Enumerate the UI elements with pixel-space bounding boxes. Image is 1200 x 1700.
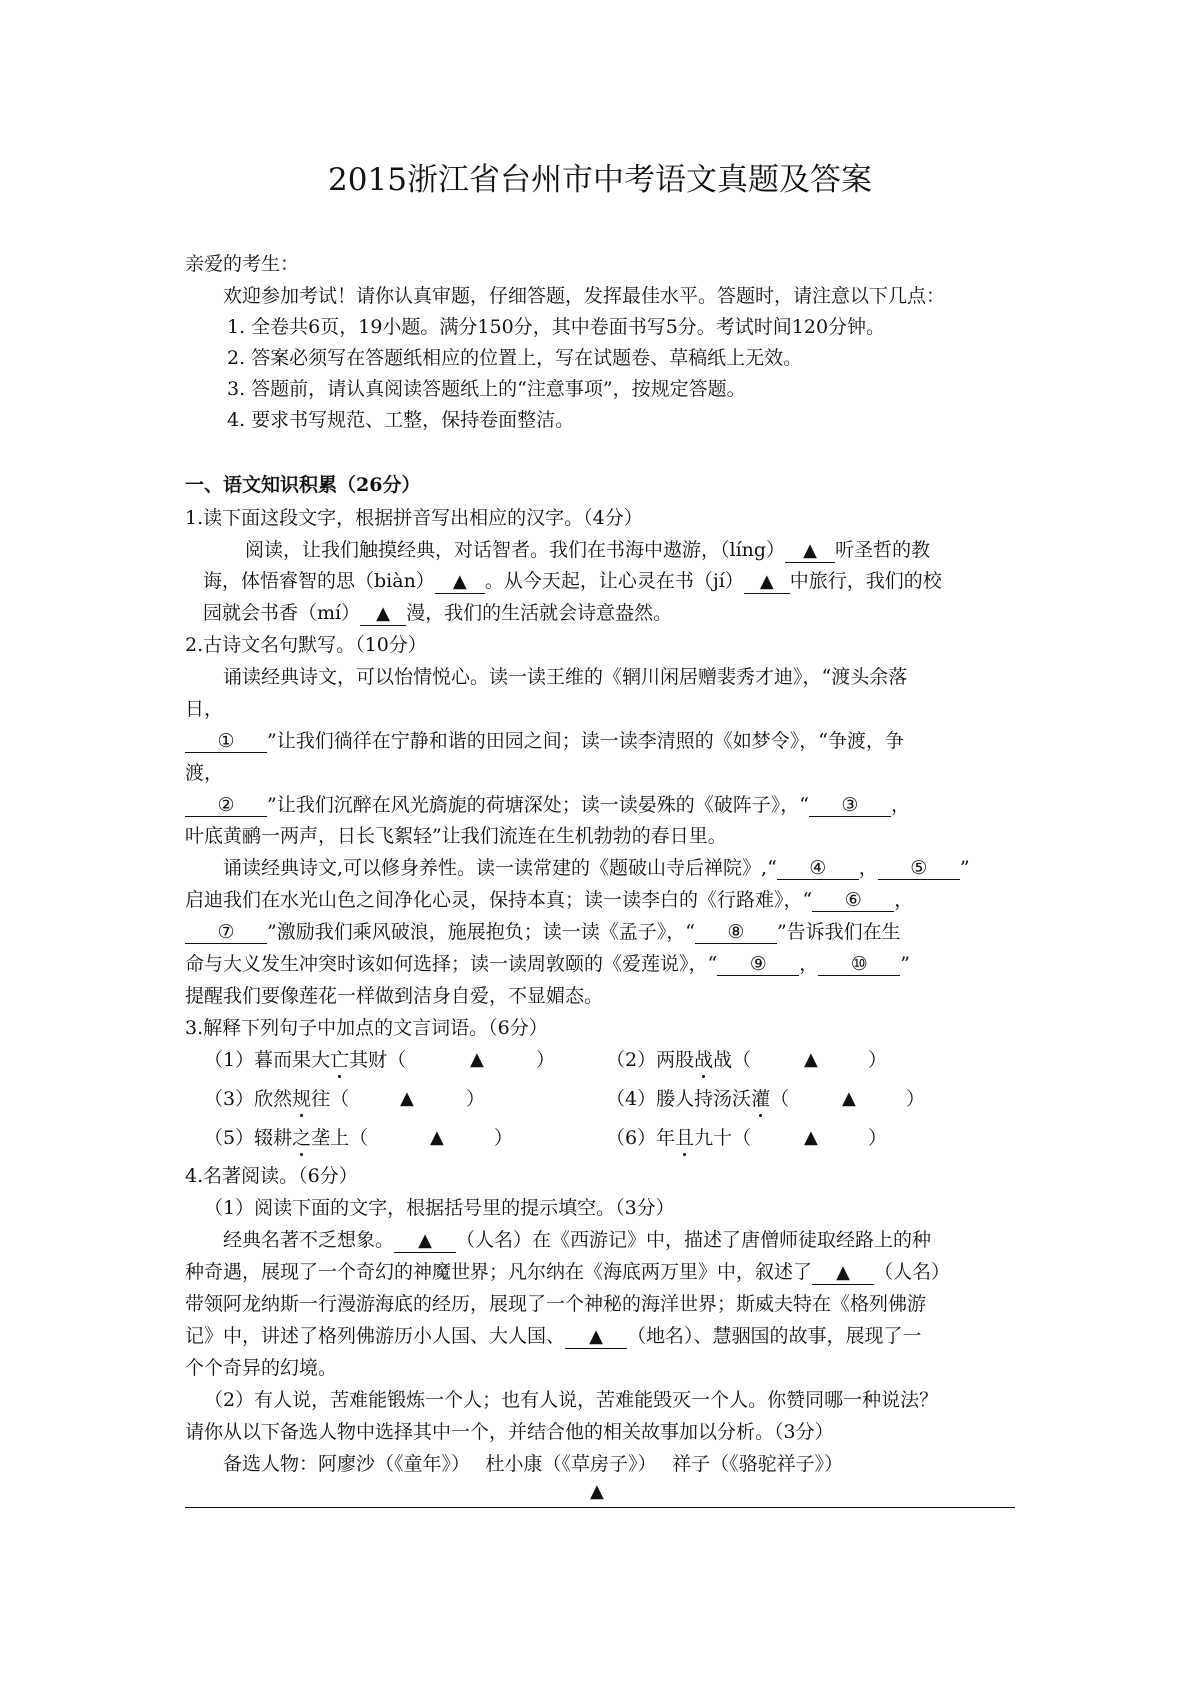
answer-mark[interactable]: ▲	[804, 1049, 818, 1070]
blank-10[interactable]: ⑩	[818, 953, 900, 976]
blank-9[interactable]: ⑨	[717, 953, 799, 976]
q1-line-2: 诲，体悟睿智的思（biàn） ▲ 。从今天起，让心灵在书（jí） ▲ 中旅行，我们的校	[203, 570, 942, 592]
q4-part2-line-1: （2）有人说，苦难能锻炼一个人；也有人说，苦难能毁灭一个人。你赞同哪一种说法？	[204, 1389, 939, 1411]
q4-part2-line-2: 请你从以下备选人物中选择其中一个，并结合他的相关故事加以分析。（3分）	[185, 1421, 834, 1443]
q2-line-9: ⑦ ”激励我们乘风破浪，施展抱负；读一读《孟子》，“ ⑧ ”告诉我们在生	[185, 919, 901, 945]
q2-line-10: 命与大义发生冲突时该如何选择；读一读周敦颐的《爱莲说》，“ ⑨ ， ⑩ ”	[185, 953, 910, 975]
q4-candidates: 备选人物：阿廖沙（《童年》） 杜小康（《草房子》） 祥子（《骆驼祥子》）	[223, 1453, 844, 1475]
q2-line-1: 诵读经典诗文，可以怡情悦心。读一读王维的《辋川闲居赠裴秀才迪》，“渡头余落	[223, 666, 908, 688]
answer-blank[interactable]: ▲	[435, 570, 485, 594]
q3-item-4: （4）媵人持汤沃灌（	[606, 1088, 790, 1110]
welcome-text: 欢迎参加考试！请你认真审题，仔细答题，发挥最佳水平。答题时，请注意以下几点：	[223, 285, 946, 307]
answer-mark[interactable]: ▲	[804, 1127, 818, 1148]
answer-blank[interactable]: ▲	[565, 1325, 627, 1349]
q1-stem: 1.读下面这段文字，根据拼音写出相应的汉字。（4分）	[185, 507, 643, 529]
q3-item-6: （6）年且九十（	[606, 1127, 752, 1149]
answer-blank[interactable]: ▲	[744, 570, 790, 594]
close-paren: ）	[906, 1088, 926, 1110]
q4-part1-line-2: 种奇遇，展现了一个奇幻的神魔世界；凡尔纳在《海底两万里》中，叙述了 ▲ （人名）	[185, 1261, 951, 1283]
note-2: 2. 答案必须写在答题纸相应的位置上，写在试题卷、草稿纸上无效。	[227, 347, 803, 369]
q2-line-8: 启迪我们在水光山色之间净化心灵，保持本真；读一读李白的《行路难》，“ ⑥ ，	[185, 889, 914, 911]
page-title: 2015浙江省台州市中考语文真题及答案	[328, 162, 872, 198]
q3-item-5: （5）辍耕之垄上（	[204, 1127, 369, 1149]
answer-mark[interactable]: ▲	[470, 1049, 484, 1070]
blank-8[interactable]: ⑧	[695, 921, 777, 944]
close-paren: ）	[536, 1049, 556, 1071]
q2-stem: 2.古诗文名句默写。（10分）	[185, 634, 427, 656]
blank-4[interactable]: ④	[777, 857, 859, 880]
q2-line-3: ① ”让我们徜徉在宁静和谐的田园之间；读一读李清照的《如梦令》，“争渡，争	[185, 728, 904, 754]
answer-mark[interactable]: ▲	[400, 1088, 414, 1109]
answer-mark[interactable]: ▲	[590, 1481, 604, 1502]
close-paren: ）	[868, 1049, 888, 1071]
q4-part1-line-4: 记》中，讲述了格列佛游历小人国、大人国、 ▲ （地名）、慧骃国的故事，展现了一	[185, 1325, 922, 1347]
q2-line-6: 叶底黄鹂一两声，日长飞絮轻”让我们流连在生机勃勃的春日里。	[185, 825, 727, 847]
q1-line-3: 园就会书香（mí） ▲ 漫，我们的生活就会诗意盎然。	[203, 602, 673, 624]
answer-blank[interactable]: ▲	[394, 1229, 456, 1253]
note-4: 4. 要求书写规范、工整，保持卷面整洁。	[227, 409, 575, 431]
q2-line-7: 诵读经典诗文,可以修身养性。读一读常建的《题破山寺后禅院》,“ ④ ， ⑤ ”	[223, 857, 970, 879]
section-heading: 一、语文知识积累（26分）	[185, 474, 421, 496]
close-paren: ）	[868, 1127, 888, 1149]
answer-mark[interactable]: ▲	[842, 1088, 856, 1109]
answer-blank[interactable]: ▲	[812, 1261, 874, 1285]
q4-part1-line-5: 个个奇异的幻境。	[185, 1357, 338, 1379]
q2-line-5: ② ”让我们沉醉在风光旖旎的荷塘深处；读一读晏殊的《破阵子》，“ ③ ，	[185, 792, 910, 818]
blank-2[interactable]: ②	[185, 794, 267, 817]
blank-5[interactable]: ⑤	[878, 857, 960, 880]
q2-line-4: 渡，	[185, 762, 224, 784]
q3-item-3: （3）欣然规往（	[204, 1088, 350, 1110]
blank-3[interactable]: ③	[809, 794, 891, 817]
close-paren: ）	[466, 1088, 486, 1110]
q4-part1-line-3: 带领阿龙纳斯一行漫游海底的经历，展现了一个神秘的海洋世界；斯威夫特在《格列佛游	[185, 1293, 927, 1315]
q2-line-2: 日，	[185, 698, 224, 720]
blank-6[interactable]: ⑥	[812, 889, 894, 912]
close-paren: ）	[494, 1127, 514, 1149]
q3-item-2: （2）两股战战（	[606, 1049, 752, 1071]
note-1: 1. 全卷共6页，19小题。满分150分，其中卷面书写5分。考试时间120分钟。	[227, 316, 886, 338]
q1-line-1: 阅读，让我们触摸经典，对话智者。我们在书海中遨游，（líng） ▲ 听圣哲的教	[245, 539, 931, 561]
answer-blank[interactable]: ▲	[785, 539, 835, 563]
q2-line-11: 提醒我们要像莲花一样做到洁身自爱，不显媚态。	[185, 985, 604, 1007]
answer-line[interactable]	[185, 1507, 1015, 1508]
answer-blank[interactable]: ▲	[360, 602, 406, 626]
q3-item-1: （1）暮而果大亡其财（	[204, 1049, 407, 1071]
answer-mark[interactable]: ▲	[430, 1127, 444, 1148]
blank-1[interactable]: ①	[185, 730, 267, 753]
q3-stem: 3.解释下列句子中加点的文言词语。（6分）	[185, 1017, 548, 1039]
blank-7[interactable]: ⑦	[185, 921, 267, 944]
q4-part1-line-1: 经典名著不乏想象。 ▲ （人名）在《西游记》中，描述了唐僧师徒取经路上的种	[223, 1229, 932, 1251]
q4-stem: 4.名著阅读。（6分）	[185, 1165, 358, 1187]
q4-part1-stem: （1）阅读下面的文字，根据括号里的提示填空。（3分）	[204, 1197, 675, 1219]
greeting: 亲爱的考生：	[185, 253, 300, 275]
note-3: 3. 答题前，请认真阅读答题纸上的“注意事项”，按规定答题。	[227, 378, 746, 400]
